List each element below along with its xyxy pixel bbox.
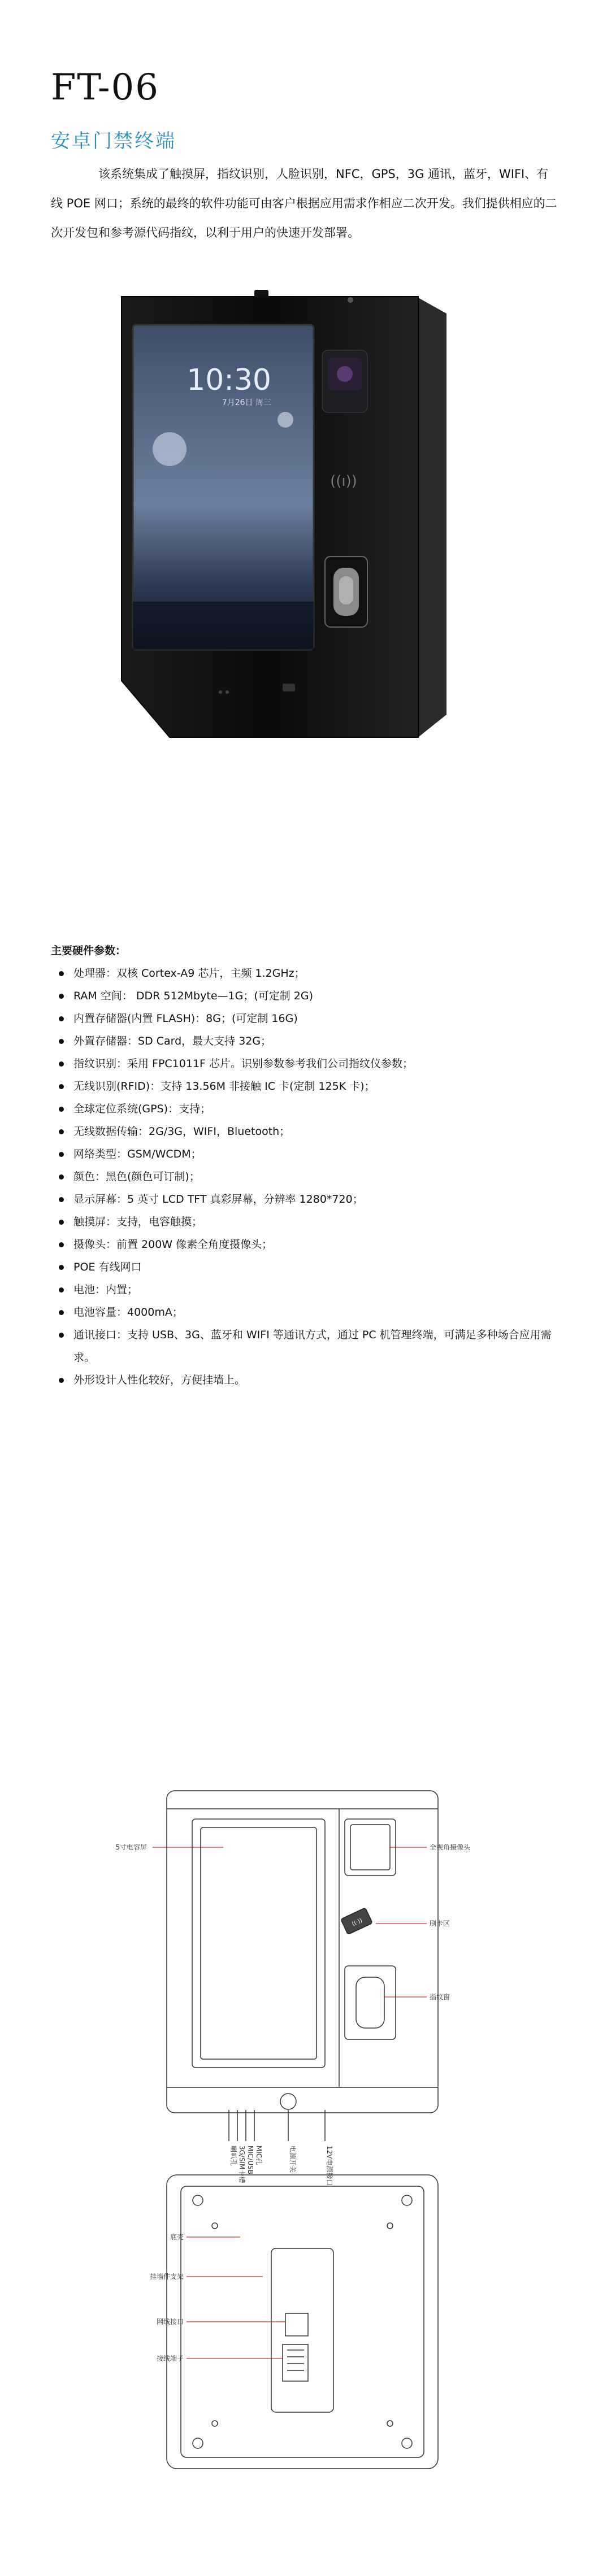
spec-item: 显示屏幕：5 英寸 LCD TFT 真彩屏幕，分辨率 1280*720； — [50, 1188, 570, 1211]
spec-item: 无线数据传输：2G/3G，WIFI，Bluetooth； — [50, 1120, 570, 1143]
card-swipe-icon — [341, 1908, 372, 1934]
front-power-button — [280, 2094, 296, 2109]
spec-item: 网络类型：GSM/WCDM； — [50, 1143, 570, 1165]
product-subtitle: 安卓门禁终端 — [51, 130, 176, 153]
speaker-hole-icon — [219, 690, 222, 694]
specs-list — [50, 962, 570, 1391]
label-fingerprint: 指纹窗 — [430, 1993, 450, 2001]
label-terminal: 接线端子 — [156, 2355, 184, 2362]
front-outline — [167, 1791, 438, 2113]
screen-horizon — [133, 602, 314, 650]
nfc-icon: ((ı)) — [330, 473, 357, 490]
label-speaker: 喇叭孔 — [229, 2146, 237, 2166]
spec-item: 外形设计人性化较好，方便挂墙上。 — [50, 1369, 570, 1391]
back-mount-bracket — [271, 2248, 333, 2412]
front-screen-outline — [192, 1819, 325, 2068]
speaker-hole-icon — [226, 690, 229, 694]
fingerprint-pad-icon — [339, 576, 353, 604]
label-power-switch: 电源开关 — [289, 2146, 297, 2173]
spec-item: 处理器：双核 Cortex-A9 芯片，主频 1.2GHz； — [50, 962, 570, 985]
spec-item: 全球定位系统(GPS)：支持； — [50, 1098, 570, 1120]
label-sim-slot: 3G/SIM卡槽 — [238, 2146, 246, 2183]
spec-item: 指纹识别：采用 FPC1011F 芯片。识别参数参考我们公司指纹仪参数； — [50, 1052, 570, 1075]
spec-item: 内置存储器(内置 FLASH)：8G；(可定制 16G) — [50, 1007, 570, 1030]
screen-clock: 10:30 — [187, 363, 271, 397]
spec-item: 电池：内置； — [50, 1278, 570, 1301]
spec-item: 无线识别(RFID)：支持 13.56M 非接触 IC 卡(定制 125K 卡)； — [50, 1075, 570, 1098]
device-side-panel — [418, 298, 446, 737]
spec-item: 电池容量：4000mA； — [50, 1301, 570, 1324]
device-product-image — [102, 285, 475, 749]
spec-item: 触摸屏：支持，电容触摸； — [50, 1211, 570, 1233]
label-network-port: 网线接口 — [156, 2318, 184, 2326]
label-mic-usb: MIC/USB — [246, 2146, 254, 2174]
intro-paragraph: 该系统集成了触摸屏，指纹识别，人脸识别，NFC，GPS，3G 通讯，蓝牙，WIFI、有线 POE 网口；系统的最终的软件功能可由客户根据应用需求作相应二次开发。我们提供相应的二次开发包和参考源代码指纹，以利于用户的快速开发部署。 — [51, 167, 557, 240]
spec-item: POE 有线网口 — [50, 1256, 570, 1278]
label-power-port: 12V电源接口 — [326, 2146, 333, 2186]
label-camera: 全视角摄像头 — [430, 1843, 471, 1851]
device-top-sensor — [348, 297, 353, 303]
spec-item: 颜色：黑色(颜色可订制)； — [50, 1165, 570, 1188]
front-camera-outline — [345, 1819, 396, 1876]
front-view — [167, 1791, 438, 2141]
screen-date: 7月26日 周三 — [222, 398, 271, 407]
label-wall-bracket: 挂墙件支架 — [149, 2273, 184, 2281]
screen-moon-graphic — [153, 432, 187, 466]
product-model-title: FT-06 — [51, 67, 159, 108]
specs-title: 主要硬件参数： — [51, 945, 127, 957]
device-technical-drawing — [102, 1779, 509, 2480]
spec-item: 通讯接口：支持 USB、3G、蓝牙和 WIFI 等通讯方式，通过 PC 机管理终端，可满足多种场合应用需求。 — [50, 1324, 570, 1369]
bottom-port-icon — [283, 684, 295, 691]
spec-item: 外置存储器：SD Card，最大支持 32G； — [50, 1030, 570, 1052]
device-top-button — [254, 290, 268, 298]
svg-text:((·)): ((·)) — [351, 1917, 363, 1928]
screen-weather-icon — [278, 412, 293, 428]
label-card-area: 刷卡区 — [430, 1920, 450, 1927]
back-network-port — [285, 2313, 308, 2336]
camera-iris-icon — [337, 366, 353, 382]
label-screen: 5寸电容屏 — [115, 1843, 147, 1851]
label-mic-hole: MIC孔 — [255, 2146, 263, 2165]
spec-item: 摄像头：前置 200W 像素全角度摄像头； — [50, 1233, 570, 1256]
spec-item: RAM 空间： DDR 512Mbyte—1G；(可定制 2G) — [50, 985, 570, 1007]
label-back-shell: 底壳 — [170, 2233, 184, 2241]
